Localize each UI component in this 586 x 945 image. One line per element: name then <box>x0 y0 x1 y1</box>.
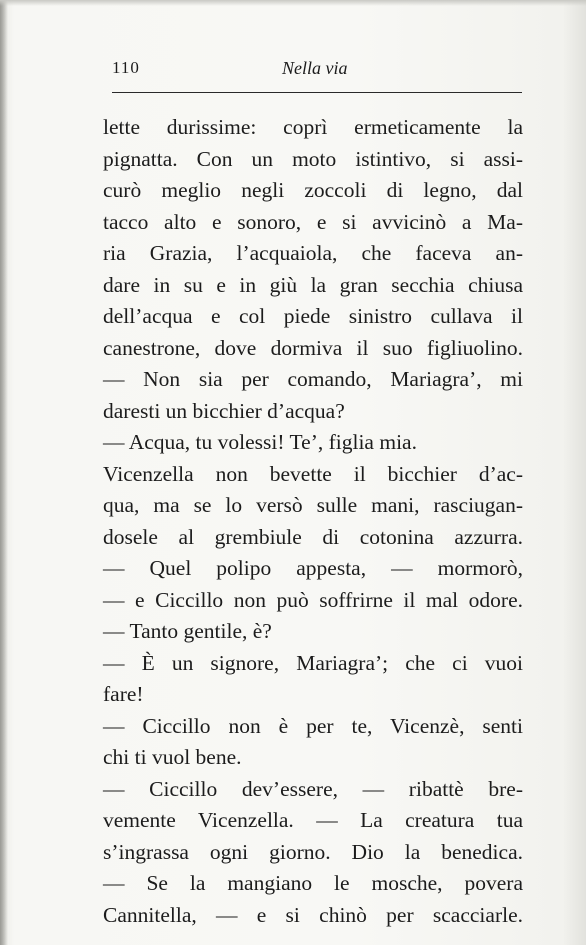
text-line: chi ti vuol bene. <box>103 745 242 769</box>
text-line: s’ingrassa ogni giorno. Dio la benedica. <box>103 839 523 864</box>
header-rule <box>112 92 522 93</box>
text-line: dell’acqua e col piede sinistro cullava il <box>103 304 523 328</box>
running-title: Nella via <box>282 58 348 78</box>
text-line: — Ciccillo dev’essere, — ribattè bre- <box>103 776 523 801</box>
page-number: 110 <box>112 58 140 77</box>
text-line: — Acqua, tu volessi! Te’, figlia mia. <box>103 430 417 454</box>
running-header <box>112 58 522 82</box>
text-line: — Se la mangiano le mosche, povera <box>103 871 523 895</box>
text-line: Cannitella, — e si chinò per scacciarle. <box>103 902 523 927</box>
text-line: daresti un bicchier d’acqua? <box>103 398 345 423</box>
text-line: ria Grazia, l’acquaiola, che faceva an- <box>103 241 523 265</box>
text-line: — Non sia per comando, Mariagra’, mi <box>103 367 523 391</box>
text-line: tacco alto e sonoro, e si avvicinò a Ma- <box>103 209 523 234</box>
text-line: fare! <box>103 682 144 706</box>
text-line: — Ciccillo non è per te, Vicenzè, senti <box>103 713 523 738</box>
text-line: pignatta. Con un moto istintivo, si assi- <box>103 146 523 171</box>
text-line: qua, ma se lo versò sulle mani, rasciugan- <box>103 493 523 517</box>
text-line: curò meglio negli zoccoli di legno, dal <box>103 178 523 202</box>
text-line: — Tanto gentile, è? <box>103 619 272 643</box>
text-line: dosele al grembiule di cotonina azzurra. <box>103 524 523 549</box>
page-top-shadow <box>0 0 586 6</box>
text-line: dare in su e in giù la gran secchia chiusa <box>103 272 523 297</box>
text-line: vemente Vicenzella. — La creatura tua <box>103 808 523 832</box>
body-text <box>103 112 523 931</box>
page-edge-shadow <box>0 0 8 945</box>
text-line: canestrone, dove dormiva il suo figliuolino. <box>103 335 523 360</box>
text-line: lette durissime: coprì ermeticamente la <box>103 115 523 139</box>
text-line: — È un signore, Mariagra’; che ci vuoi <box>103 650 523 675</box>
text-line: Vicenzella non bevette il bicchier d’ac- <box>103 461 523 486</box>
text-line: — e Ciccillo non può soffrirne il mal odore. <box>103 587 523 612</box>
text-line: — Quel polipo appesta, — mormorò, <box>103 556 523 580</box>
